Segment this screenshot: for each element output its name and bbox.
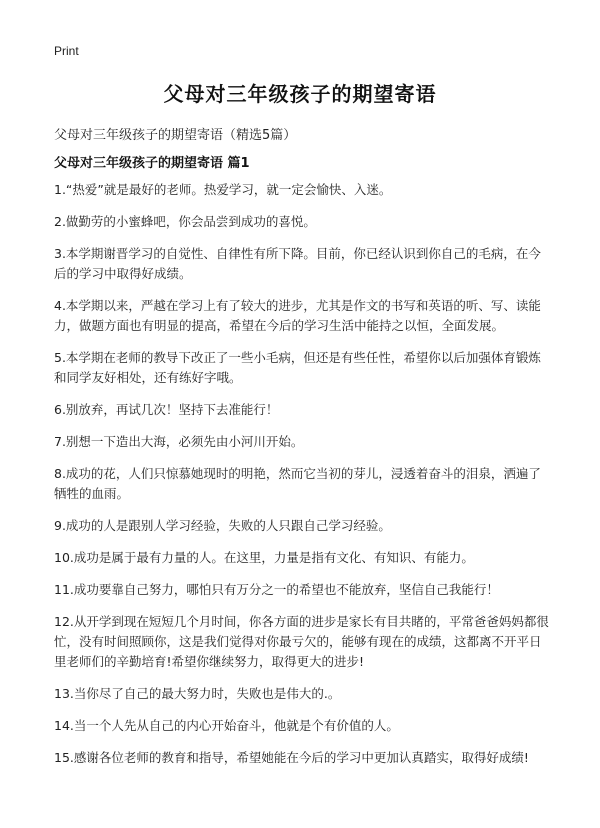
section-heading: 父母对三年级孩子的期望寄语 篇1 <box>54 156 250 171</box>
print-link[interactable]: Print <box>54 44 79 58</box>
list-item: 1.“热爱”就是最好的老师。热爱学习，就一定会愉快、入迷。 <box>54 182 392 197</box>
list-item: 3.本学期谢晋学习的自觉性、自律性有所下降。目前，你已经认识到你自己的毛病，在今后的学习中取得好成绩。 <box>54 246 541 281</box>
list-item: 8.成功的花，人们只惊慕她现时的明艳，然而它当初的芽儿，浸透着奋斗的泪泉，洒遍了牺牲的血雨。 <box>54 466 541 501</box>
list-item: 14.当一个人先从自己的内心开始奋斗，他就是个有价值的人。 <box>54 718 399 733</box>
list-item: 5.本学期在老师的教导下改正了一些小毛病，但还是有些任性，希望你以后加强体育锻炼和同学友好相处，还有练好字哦。 <box>54 350 541 385</box>
list-item: 15.感谢各位老师的教育和指导，希望她能在今后的学习中更加认真踏实，取得好成绩! <box>54 750 529 765</box>
item-list <box>54 180 550 780</box>
list-item: 6.别放弃，再试几次！坚持下去准能行！ <box>54 402 279 417</box>
page-title: 父母对三年级孩子的期望寄语 <box>163 82 437 106</box>
list-item: 2.做勤劳的小蜜蜂吧，你会品尝到成功的喜悦。 <box>54 214 316 229</box>
list-item: 9.成功的人是跟别人学习经验，失败的人只跟自己学习经验。 <box>54 518 391 533</box>
list-item: 4.本学期以来，严越在学习上有了较大的进步，尤其是作文的书写和英语的听、写、读能力，做题方面也有明显的提高，希望在今后的学习生活中能持之以恒，全面发展。 <box>54 298 541 333</box>
article-subtitle: 父母对三年级孩子的期望寄语（精选5篇） <box>54 128 297 143</box>
list-item: 13.当你尽了自己的最大努力时，失败也是伟大的.。 <box>54 686 341 701</box>
list-item: 7.别想一下造出大海，必须先由小河川开始。 <box>54 434 304 449</box>
list-item: 10.成功是属于最有力量的人。在这里，力量是指有文化、有知识、有能力。 <box>54 550 474 565</box>
list-item: 12.从开学到现在短短几个月时间，你各方面的进步是家长有目共睹的，平常爸爸妈妈都很忙，没有时间照顾你，这是我们觉得对你最亏欠的，能够有现在的成绩，这都离不开平日里老师们的辛勤培育!希望你继续努力，取得更大的进步! <box>54 614 549 669</box>
list-item: 11.成功要靠自己努力，哪怕只有万分之一的希望也不能放弃，坚信自己我能行！ <box>54 582 499 597</box>
